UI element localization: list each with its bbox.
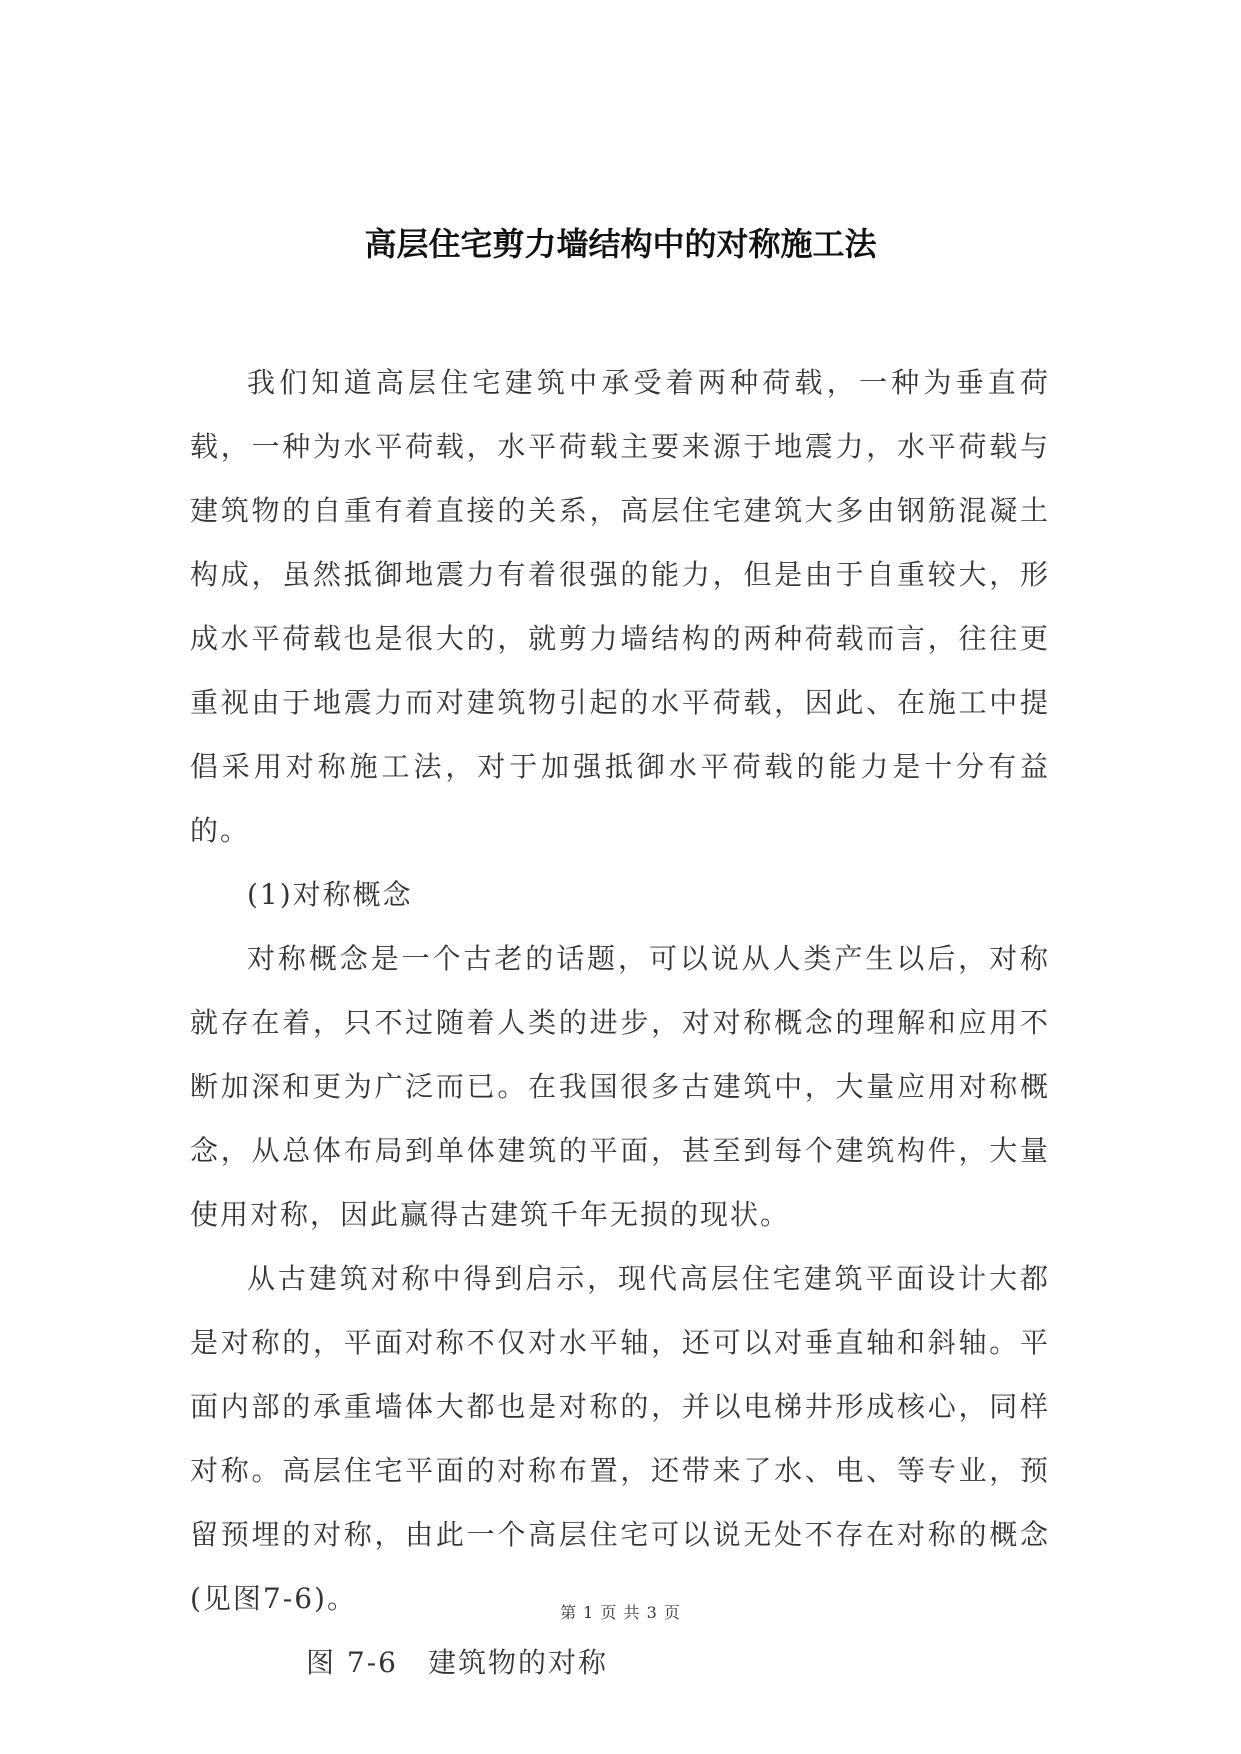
page-footer: 第 1 页 共 3 页 [560, 1603, 681, 1622]
section-heading-symmetry-concept: (1)对称概念 [247, 878, 413, 911]
paragraph-modern-design: 从古建筑对称中得到启示，现代高层住宅建筑平面设计大都是对称的，平面对称不仅对水平轴，还可以对垂直轴和斜轴。平面内部的承重墙体大都也是对称的，并以电梯井形成核心，同样对称。高层住宅平面的对称布置，还带来了水、电、等专业，预留预埋的对称，由此一个高层住宅可以说无处不存在对称的概念(见图7-6)。 [190, 1262, 1050, 1615]
paragraph-intro: 我们知道高层住宅建筑中承受着两种荷载，一种为垂直荷载，一种为水平荷载，水平荷载主要来源于地震力，水平荷载与建筑物的自重有着直接的关系，高层住宅建筑大多由钢筋混凝土构成，虽然抵御地震力有着很强的能力，但是由于自重较大，形成水平荷载也是很大的，就剪力墙结构的两种荷载而言，往往更重视由于地震力而对建筑物引起的水平荷载，因此、在施工中提倡采用对称施工法，对于加强抵御水平荷载的能力是十分有益的。 [190, 366, 1050, 847]
document-title: 高层住宅剪力墙结构中的对称施工法 [364, 225, 877, 263]
paragraph-symmetry-concept: 对称概念是一个古老的话题，可以说从人类产生以后，对称就存在着，只不过随着人类的进步，对对称概念的理解和应用不断加深和更为广泛而已。在我国很多古建筑中，大量应用对称概念，从总体布局到单体建筑的平面，甚至到每个建筑构件，大量使用对称，因此赢得古建筑千年无损的现状。 [190, 942, 1050, 1231]
document-body [190, 351, 1050, 1695]
figure-caption: 图 7-6 建筑物的对称 [306, 1646, 608, 1679]
